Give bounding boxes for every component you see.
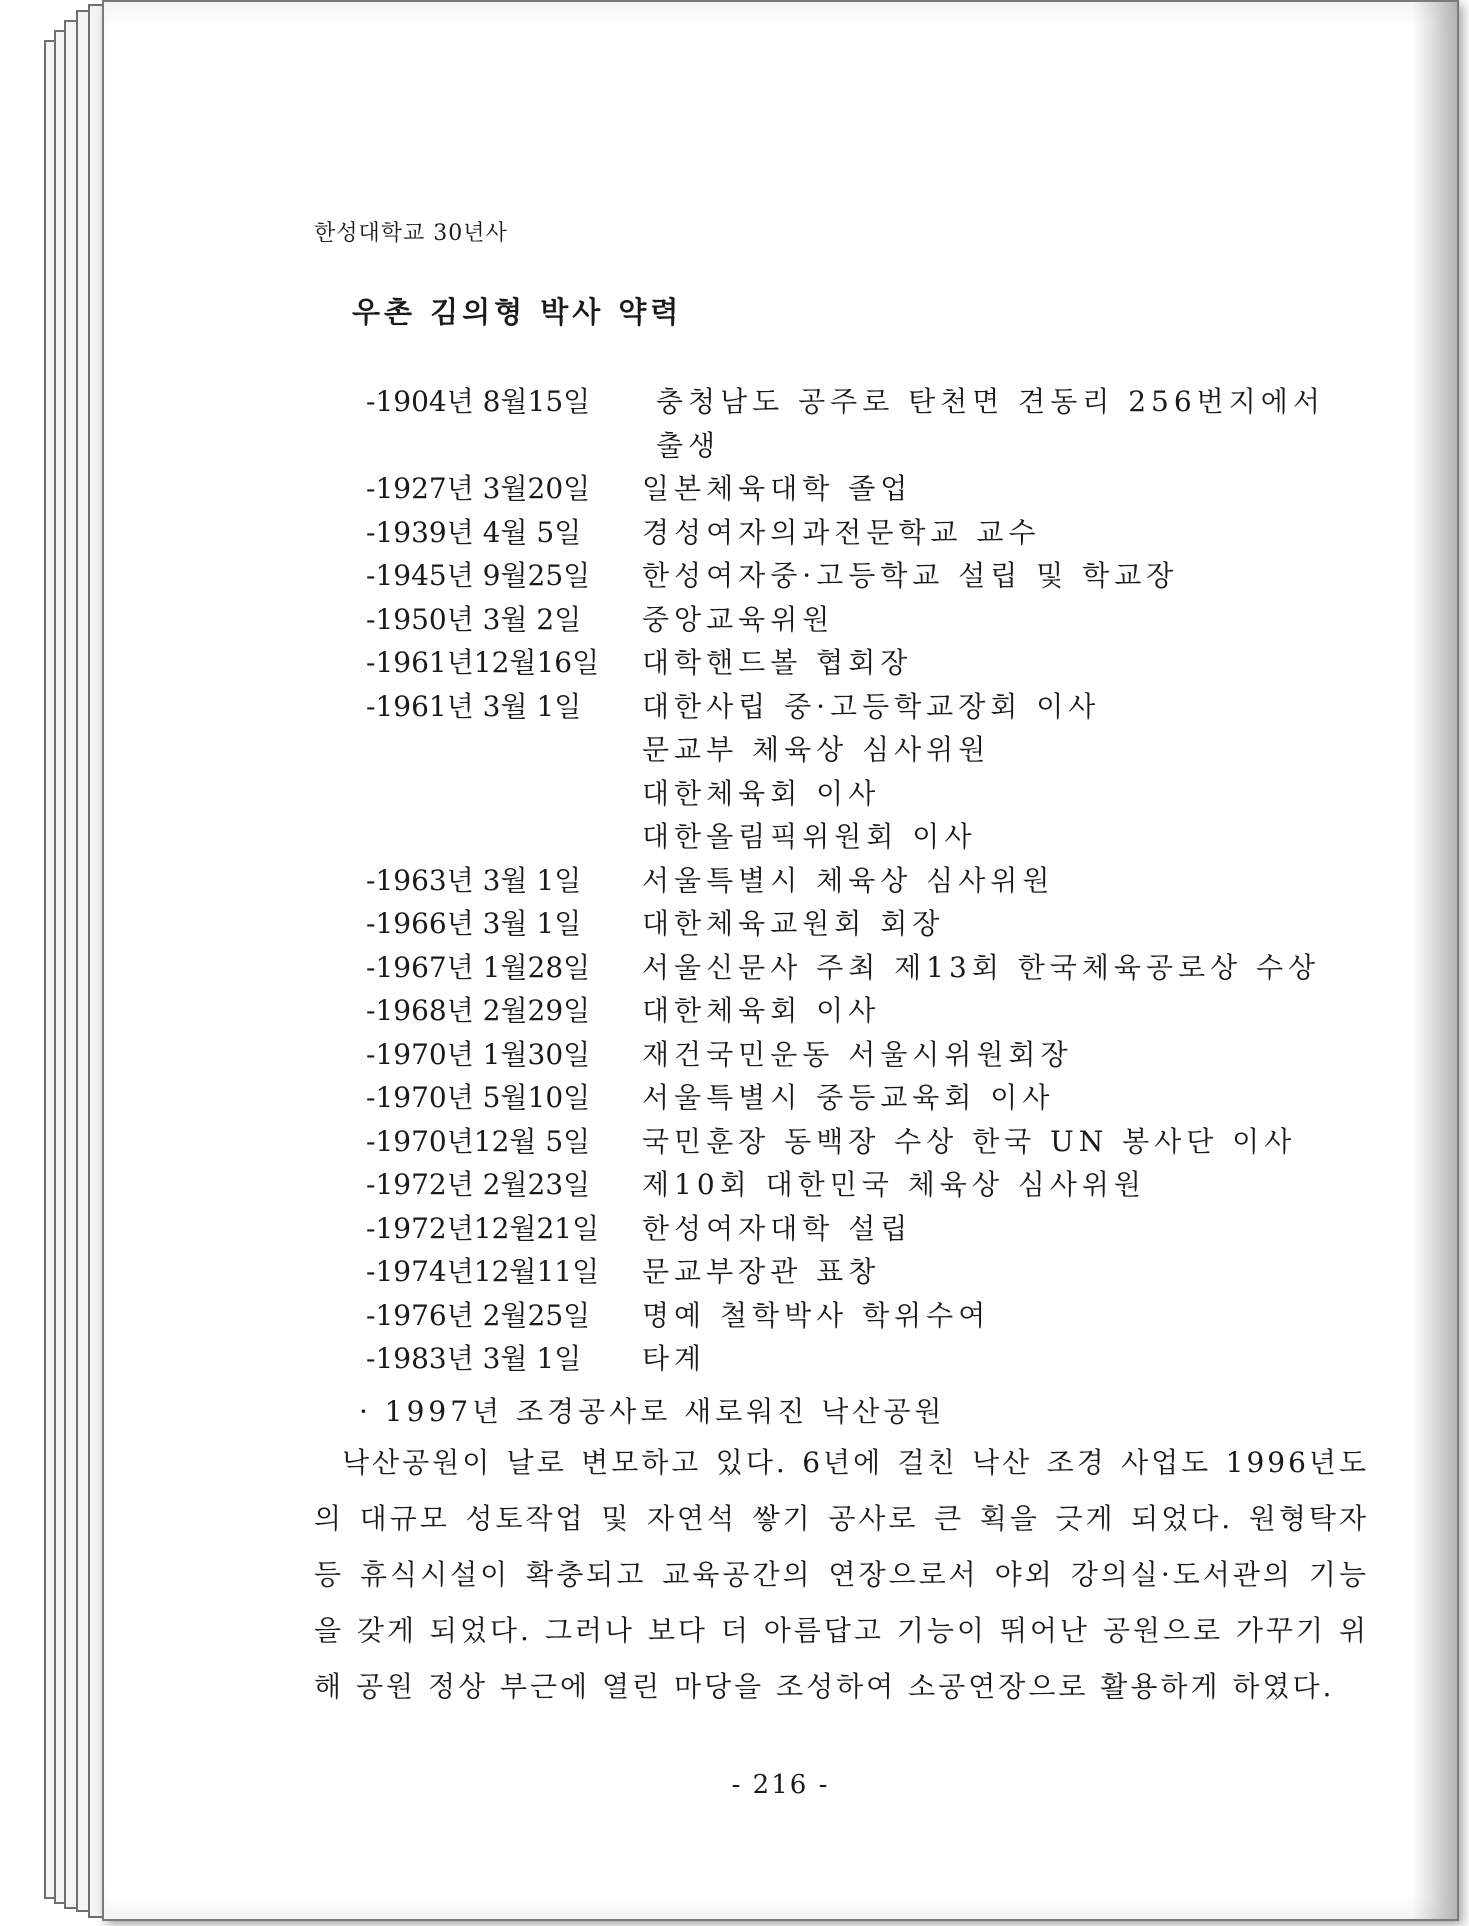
- timeline-event: 충청남도 공주로 탄천면 견동리 256번지에서: [656, 385, 1325, 418]
- timeline-event: 서울특별시 체육상 심사위원: [642, 863, 1055, 897]
- timeline-event: 타계: [642, 1342, 707, 1375]
- timeline-event: 문교부장관 표창: [642, 1255, 881, 1288]
- timeline-event: 출생: [656, 428, 721, 462]
- timeline-event: 중앙교육위원: [642, 602, 835, 636]
- subheading: · 1997년 조경공사로 새로워진 낙산공원: [359, 1395, 946, 1428]
- timeline-event: 국민훈장 동백장 수상 한국 UN 봉사단 이사: [642, 1124, 1297, 1158]
- section-title: 우촌 김의형 박사 약력: [352, 295, 683, 329]
- body-paragraph: 낙산공원이 날로 변모하고 있다. 6년에 걸친 낙산 조경 사업도 1996년도의 대규모 성토작업 및 자연석 쌓기 공사로 큰 획을 긋게 되었다. 원형탁자 등 휴식시설이 확충되고 교육공간의 연장으로서 야외 강의실·도서관의 기능을 갖게 되었다. 그러나 보다 더 아름답고 기능이 뛰어난 공원으로 가꾸기 위해 공원 정상 부근에 열린 마당을 조성하여 소공연장으로 활용하게 하였다.: [314, 1446, 1369, 1703]
- timeline-date: -1963년 3월 1일: [366, 863, 582, 897]
- timeline-date: -1974년12월11일: [366, 1255, 600, 1288]
- timeline-event: 서울신문사 주최 제13회 한국체육공로상 수상: [642, 950, 1321, 984]
- timeline-event: 대한올림픽위원회 이사: [642, 820, 977, 853]
- timeline-date: -1970년 1월30일: [366, 1037, 591, 1071]
- timeline-date: -1950년 3월 2일: [366, 602, 582, 636]
- timeline-date: -1966년 3월 1일: [366, 907, 582, 940]
- timeline-event: 재건국민운동 서울시위원회장: [642, 1037, 1073, 1071]
- timeline-date: -1904년 8월15일: [366, 385, 591, 418]
- timeline-date: -1968년 2월29일: [366, 994, 591, 1027]
- timeline-event: 서울특별시 중등교육회 이사: [642, 1081, 1055, 1114]
- timeline-date: -1939년 4월 5일: [366, 515, 582, 549]
- timeline-date: -1967년 1월28일: [366, 950, 591, 984]
- timeline-date: -1983년 3월 1일: [366, 1342, 582, 1375]
- timeline-event: 대한사립 중·고등학교장회 이사: [642, 689, 1101, 723]
- running-header: 한성대학교 30년사: [314, 221, 508, 246]
- page-number: - 216 -: [731, 1770, 830, 1800]
- timeline-event: 문교부 체육상 심사위원: [642, 733, 991, 766]
- timeline-date: -1945년 9월25일: [366, 559, 591, 592]
- timeline-date: -1961년12월16일: [366, 646, 600, 679]
- timeline-event: 대학핸드볼 협회장: [642, 646, 913, 679]
- timeline-date: -1970년 5월10일: [366, 1081, 591, 1114]
- timeline-date: -1972년12월21일: [366, 1211, 600, 1245]
- timeline-event: 대한체육회 이사: [642, 776, 881, 810]
- timeline-event: 대한체육회 이사: [642, 994, 881, 1027]
- timeline-date: -1976년 2월25일: [366, 1298, 591, 1332]
- timeline-event: 명예 철학박사 학위수여: [642, 1298, 991, 1332]
- timeline-event: 한성여자대학 설립: [642, 1211, 913, 1245]
- timeline-event: 경성여자의과전문학교 교수: [642, 515, 1041, 549]
- timeline-event: 한성여자중·고등학교 설립 및 학교장: [642, 559, 1179, 592]
- timeline-date: -1961년 3월 1일: [366, 689, 582, 723]
- timeline-event: 일본체육대학 졸업: [642, 472, 913, 505]
- document-page: [102, 0, 1459, 1921]
- timeline-date: -1972년 2월23일: [366, 1168, 591, 1201]
- timeline-event: 제10회 대한민국 체육상 심사위원: [642, 1168, 1146, 1201]
- timeline-date: -1927년 3월20일: [366, 472, 591, 505]
- timeline-date: -1970년12월 5일: [366, 1124, 591, 1158]
- page-curl-shadow: [1412, 2, 1457, 1919]
- timeline-event: 대한체육교원회 회장: [642, 907, 945, 940]
